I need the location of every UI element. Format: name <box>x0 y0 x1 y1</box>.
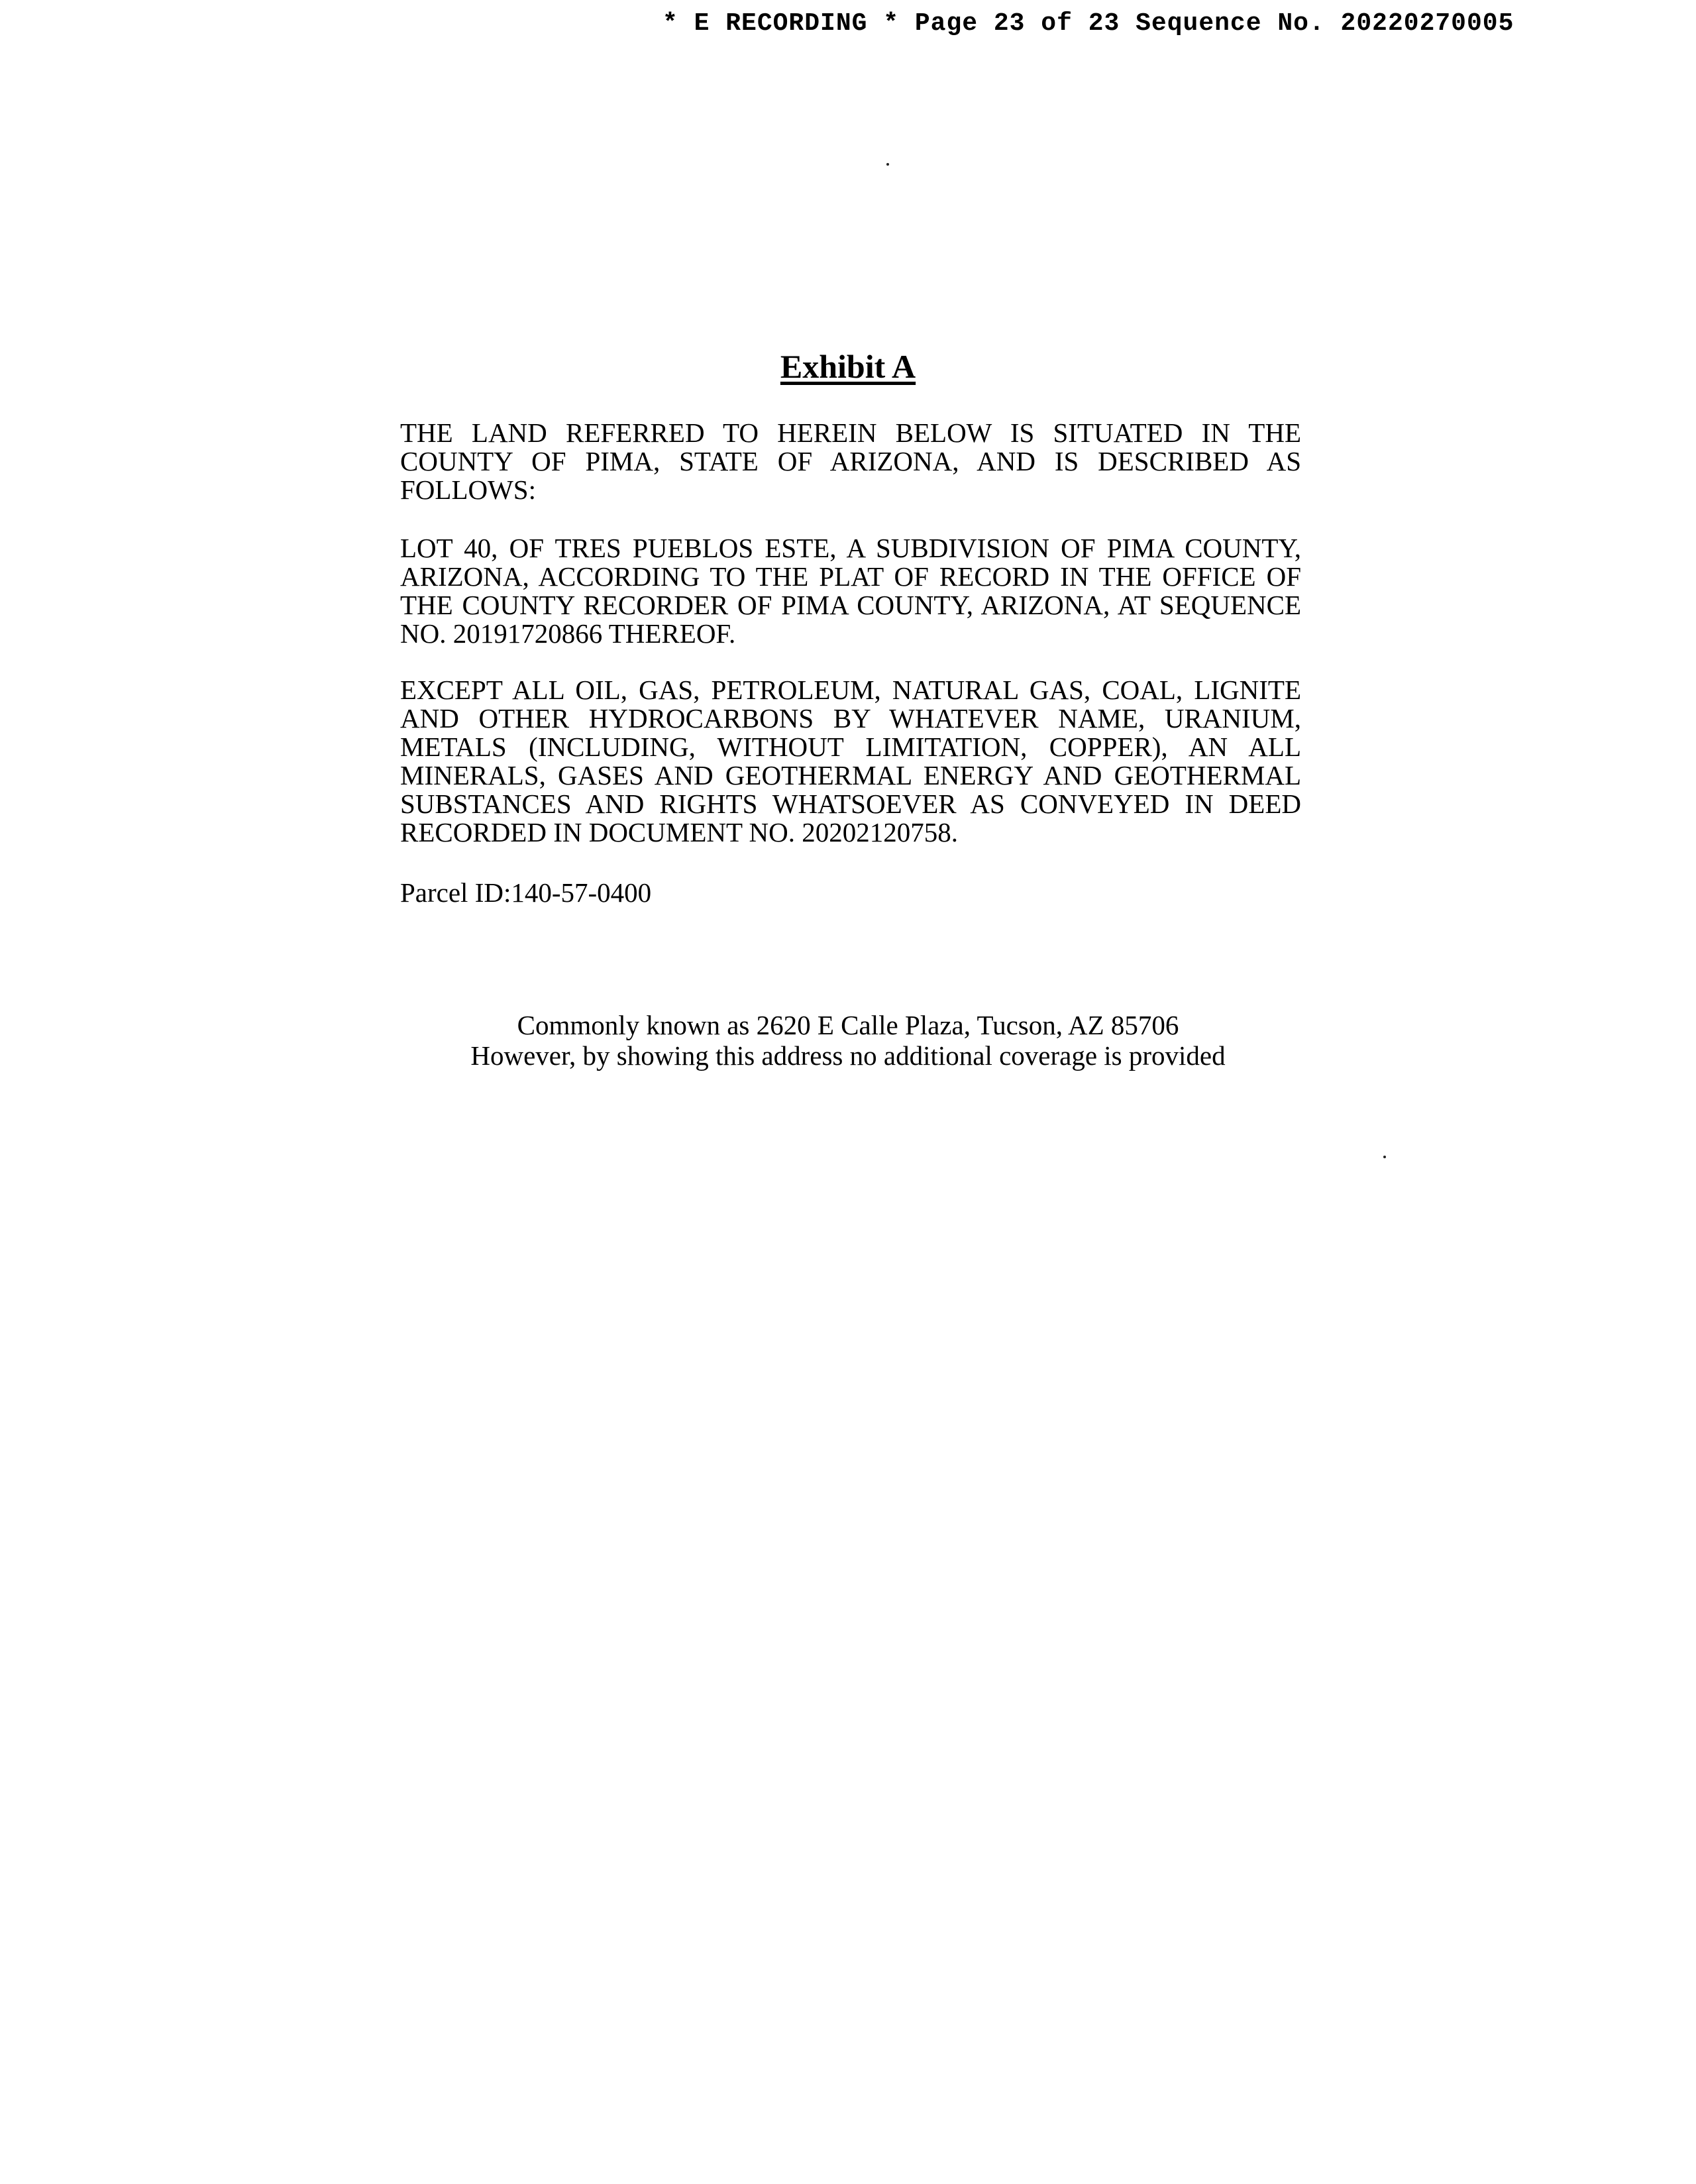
scan-speck <box>1383 1156 1386 1158</box>
lot-description-paragraph: LOT 40, OF TRES PUEBLOS ESTE, A SUBDIVISION OF PIMA COUNTY, ARIZONA, ACCORDING TO THE PLAT OF RECORD IN THE OFFICE OF THE COUNTY RECORDER OF PIMA COUNTY, ARIZONA, AT SEQUENCE NO. 20191720866 THEREOF. <box>400 533 1301 649</box>
address-disclaimer: However, by showing this address no additional coverage is provided <box>470 1040 1226 1071</box>
parcel-id: Parcel ID:140-57-0400 <box>400 877 652 908</box>
scan-speck <box>886 163 889 166</box>
exhibit-title: Exhibit A <box>780 348 916 385</box>
land-situation-paragraph: THE LAND REFERRED TO HEREIN BELOW IS SITUATED IN THE COUNTY OF PIMA, STATE OF ARIZONA, AND IS DESCRIBED AS FOLLOWS: <box>400 417 1301 505</box>
address-block <box>0 1010 1696 1071</box>
mineral-exception-paragraph: EXCEPT ALL OIL, GAS, PETROLEUM, NATURAL GAS, COAL, LIGNITE AND OTHER HYDROCARBONS BY WHATEVER NAME, URANIUM, METALS (INCLUDING, WITHOUT LIMITATION, COPPER), AN ALL MINERALS, GASES AND GEOTHERMAL ENERGY AND GEOTHERMAL SUBSTANCES AND RIGHTS WHATSOEVER AS CONVEYED IN DEED RECORDED IN DOCUMENT NO. 20202120758. <box>400 675 1301 847</box>
address-line: Commonly known as 2620 E Calle Plaza, Tucson, AZ 85706 <box>517 1010 1179 1040</box>
recording-header-stamp: * E RECORDING * Page 23 of 23 Sequence No. 20220270005 <box>662 9 1514 38</box>
